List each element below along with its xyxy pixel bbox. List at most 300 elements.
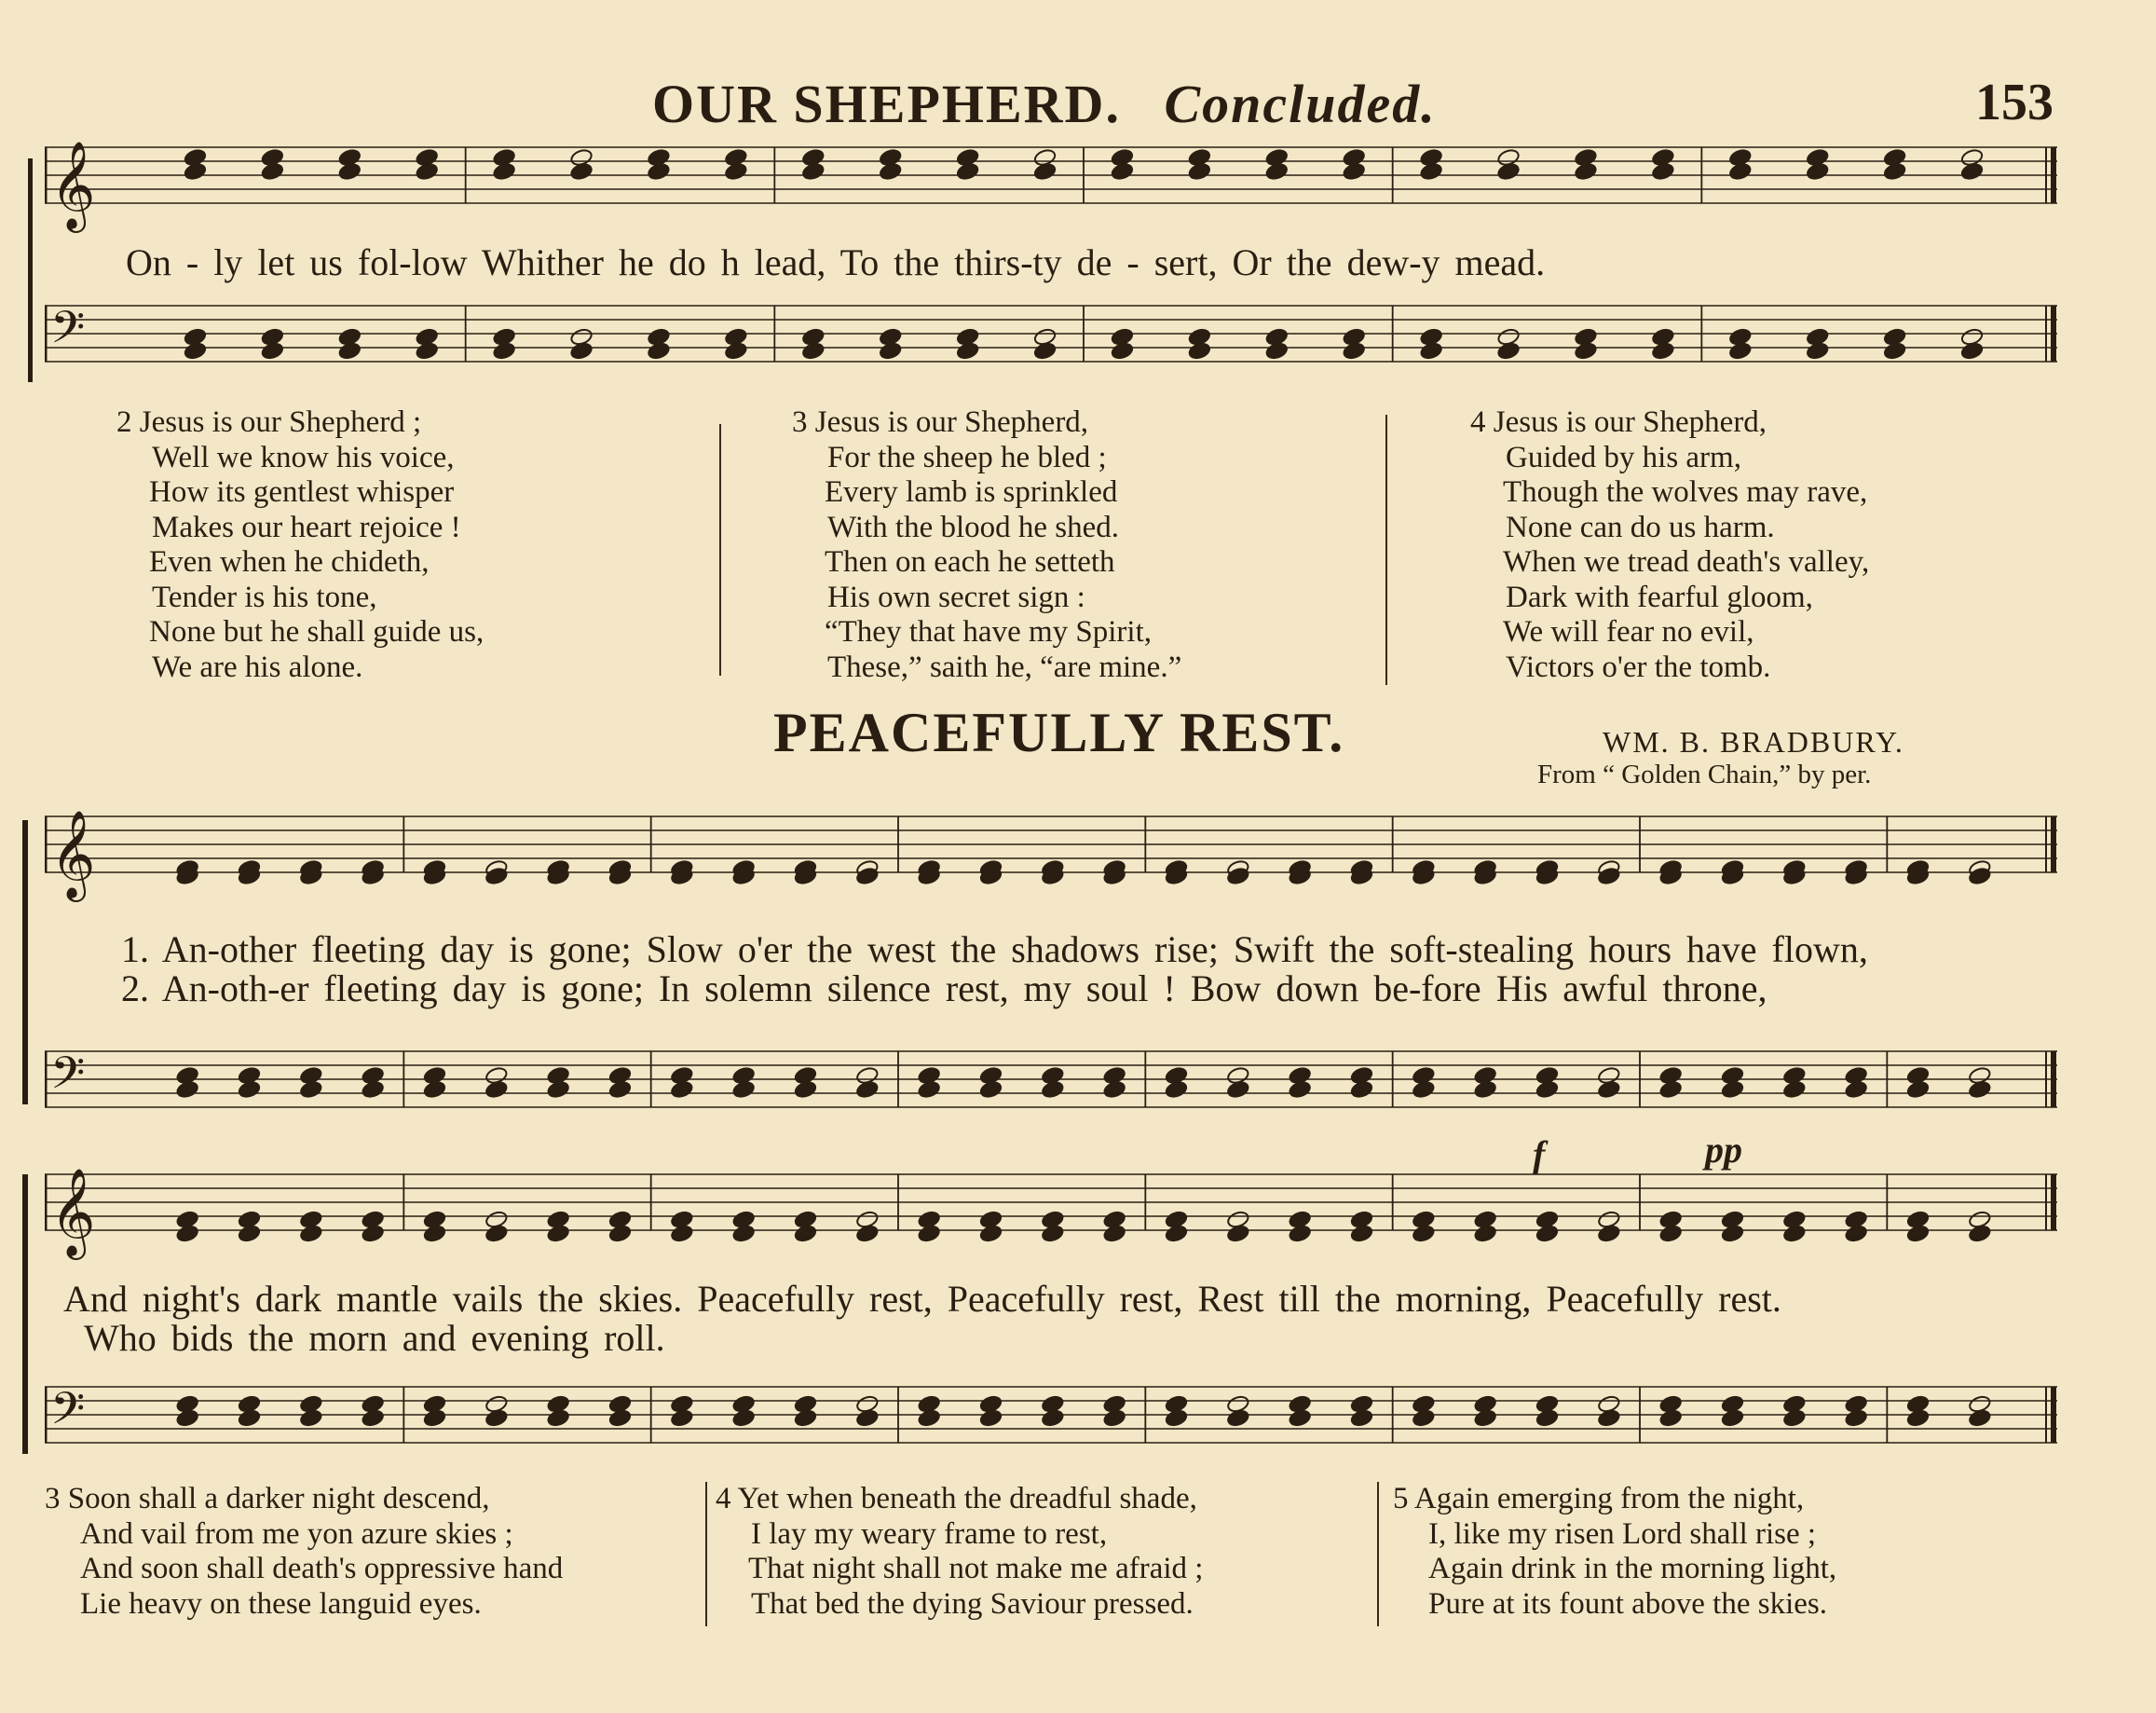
note-chord <box>1473 1066 1496 1100</box>
note-head <box>1906 1408 1930 1428</box>
note-chord <box>1226 1394 1249 1428</box>
note-chord <box>1721 1066 1744 1100</box>
note-chord <box>1782 1394 1806 1428</box>
note-head <box>1535 1224 1559 1243</box>
note-chord <box>1782 1210 1806 1243</box>
note-head <box>361 1080 384 1100</box>
song2-verse-5 <box>1393 1482 1836 1622</box>
note-chord <box>1288 859 1311 886</box>
note-chord <box>1102 1210 1126 1243</box>
bass-clef-icon: 𝄢 <box>50 301 86 364</box>
note-chord <box>1288 1394 1311 1428</box>
staff-svg <box>45 140 2067 242</box>
note-chord <box>1226 1210 1249 1243</box>
note-chord <box>608 1066 632 1100</box>
song1-verse-3 <box>792 405 1181 685</box>
song2-lyric-line3: And night's dark mantle vails the skies. Peacefully rest, Peacefully rest, Rest till the morning, Peacefully rest. <box>63 1278 1781 1320</box>
note-head <box>801 341 825 361</box>
verse-line: 3 Jesus is our Shepherd, <box>792 405 1089 439</box>
note-chord <box>1906 1210 1930 1243</box>
note-head <box>1188 162 1211 182</box>
note-chord <box>731 1210 755 1243</box>
note-chord <box>956 148 979 182</box>
note-chord <box>1226 1066 1249 1100</box>
note-chord <box>1419 148 1442 182</box>
song2-lyric-line2: 2. An-oth-er fleeting day is gone; In solemn silence rest, my soul ! Bow down be-fore His awful throne, <box>121 967 1767 1009</box>
note-head <box>1265 162 1289 182</box>
note-head <box>1574 341 1597 361</box>
verse-line: And vail from me yon azure skies ; <box>80 1516 513 1551</box>
note-head <box>1721 1224 1744 1243</box>
note-chord <box>956 327 979 361</box>
note-chord <box>492 327 515 361</box>
staff-s3-treble <box>45 1167 2067 1269</box>
note-chord <box>1041 1066 1064 1100</box>
verse-line: We are his alone. <box>152 650 363 684</box>
song2-composer: WM. B. BRADBURY. <box>1603 725 1904 759</box>
note-chord <box>1041 1394 1064 1428</box>
note-head <box>608 1408 632 1428</box>
note-chord <box>1188 327 1211 361</box>
note-head <box>1658 1408 1682 1428</box>
note-head <box>1102 1080 1126 1100</box>
note-chord <box>1102 859 1126 886</box>
note-head <box>238 1408 261 1428</box>
note-chord <box>1165 1394 1188 1428</box>
note-head <box>1473 1080 1496 1100</box>
bass-clef-icon: 𝄢 <box>50 1047 86 1110</box>
note-chord <box>184 148 207 182</box>
note-chord <box>1473 859 1496 886</box>
note-chord <box>608 1210 632 1243</box>
note-chord <box>879 327 902 361</box>
note-chord <box>1721 1210 1744 1243</box>
note-head <box>1288 1080 1311 1100</box>
note-head <box>1041 1408 1064 1428</box>
note-chord <box>1041 859 1064 886</box>
verse-line: Dark with fearful gloom, <box>1506 580 1813 614</box>
note-chord <box>1968 1066 1991 1100</box>
note-head <box>484 1080 508 1100</box>
note-head <box>670 1080 693 1100</box>
note-head <box>423 1224 446 1243</box>
note-chord <box>724 327 747 361</box>
note-chord <box>1350 1066 1373 1100</box>
note-chord <box>855 1210 879 1243</box>
note-chord <box>979 859 1003 886</box>
note-head <box>1597 1224 1620 1243</box>
verse-line: Makes our heart rejoice ! <box>152 510 461 544</box>
staff-s2-bass <box>45 1044 2067 1146</box>
note-chord <box>238 1066 261 1100</box>
note-chord <box>724 148 747 182</box>
note-chord <box>855 1066 879 1100</box>
note-chord <box>1844 1394 1867 1428</box>
note-chord <box>1906 1394 1930 1428</box>
song1-verse-4 <box>1470 405 1869 685</box>
note-chord <box>1597 1210 1620 1243</box>
note-chord <box>1658 1210 1682 1243</box>
note-head <box>1597 1080 1620 1100</box>
note-head <box>855 1080 879 1100</box>
note-head <box>423 1408 446 1428</box>
system2-brace-line <box>22 820 28 1104</box>
note-head <box>1574 162 1597 182</box>
note-head <box>1496 341 1520 361</box>
note-head <box>546 1224 569 1243</box>
note-head <box>1535 1408 1559 1428</box>
note-head <box>1597 1408 1620 1428</box>
note-chord <box>1102 1394 1126 1428</box>
verse-line: Victors o'er the tomb. <box>1506 650 1771 684</box>
note-head <box>1419 341 1442 361</box>
note-chord <box>484 1210 508 1243</box>
verse-line: None can do us harm. <box>1506 510 1775 544</box>
dynamic-pianissimo: pp <box>1705 1129 1742 1171</box>
note-head <box>1968 1080 1991 1100</box>
note-chord <box>647 327 670 361</box>
note-chord <box>492 148 515 182</box>
note-chord <box>1651 148 1674 182</box>
note-head <box>1883 341 1906 361</box>
note-chord <box>361 1210 384 1243</box>
note-chord <box>175 1210 198 1243</box>
note-head <box>1651 162 1674 182</box>
note-head <box>1288 1224 1311 1243</box>
note-chord <box>261 148 284 182</box>
treble-clef-icon: 𝄞 <box>50 141 96 229</box>
song2-lyric-line1: 1. An-other fleeting day is gone; Slow o'er the west the shadows rise; Swift the soft-stealing hours have flown, <box>121 928 1868 970</box>
verse-line: 2 Jesus is our Shepherd ; <box>116 405 422 439</box>
verse-line: Well we know his voice, <box>152 440 455 474</box>
note-chord <box>1574 327 1597 361</box>
note-head <box>361 1224 384 1243</box>
verse-line: 4 Yet when beneath the dreadful shade, <box>716 1482 1197 1515</box>
note-head <box>670 1408 693 1428</box>
verse-line: Lie heavy on these languid eyes. <box>80 1586 482 1621</box>
note-chord <box>1658 859 1682 886</box>
note-head <box>1033 162 1057 182</box>
staff-svg <box>45 1044 2067 1146</box>
note-head <box>1806 162 1829 182</box>
note-head <box>879 162 902 182</box>
note-chord <box>1473 1394 1496 1428</box>
song2-verse-3 <box>45 1482 563 1622</box>
note-head <box>917 1224 940 1243</box>
note-head <box>879 341 902 361</box>
note-chord <box>423 1394 446 1428</box>
note-chord <box>175 859 198 886</box>
note-head <box>1906 1224 1930 1243</box>
note-chord <box>299 859 322 886</box>
note-head <box>484 1408 508 1428</box>
verse-line: None but he shall guide us, <box>149 615 484 649</box>
song1-title <box>652 73 1437 135</box>
note-chord <box>801 148 825 182</box>
verse-line: 4 Jesus is our Shepherd, <box>1470 405 1767 439</box>
verse-divider <box>705 1482 707 1626</box>
note-chord <box>979 1394 1003 1428</box>
verse-divider <box>719 424 721 676</box>
note-chord <box>1728 327 1752 361</box>
note-head <box>175 1408 198 1428</box>
verse-line: 5 Again emerging from the night, <box>1393 1482 1805 1515</box>
note-chord <box>338 148 362 182</box>
note-head <box>1226 1224 1249 1243</box>
dynamic-forte: f <box>1533 1133 1546 1175</box>
note-chord <box>546 1394 569 1428</box>
note-chord <box>917 1210 940 1243</box>
note-chord <box>1844 859 1867 886</box>
note-head <box>1782 1408 1806 1428</box>
note-head <box>1226 1408 1249 1428</box>
note-chord <box>484 1066 508 1100</box>
note-head <box>731 1408 755 1428</box>
note-head <box>299 1080 322 1100</box>
note-chord <box>299 1394 322 1428</box>
song1-title-text: OUR SHEPHERD. <box>652 74 1121 134</box>
note-chord <box>1968 1210 1991 1243</box>
note-chord <box>238 1210 261 1243</box>
note-head <box>338 341 362 361</box>
note-head <box>855 1408 879 1428</box>
note-chord <box>1342 327 1365 361</box>
note-head <box>1265 341 1289 361</box>
note-chord <box>1658 1394 1682 1428</box>
note-chord <box>1165 1210 1188 1243</box>
note-head <box>1412 1080 1435 1100</box>
note-chord <box>794 859 817 886</box>
note-chord <box>1288 1210 1311 1243</box>
note-chord <box>1960 327 1984 361</box>
song2-verse-4 <box>716 1482 1203 1622</box>
note-chord <box>801 327 825 361</box>
system1-brace-line <box>28 158 33 382</box>
note-head <box>1350 1080 1373 1100</box>
note-head <box>1473 1408 1496 1428</box>
verse-line: How its gentlest whisper <box>149 475 455 509</box>
note-head <box>956 341 979 361</box>
note-chord <box>299 1210 322 1243</box>
note-head <box>1226 1080 1249 1100</box>
note-chord <box>1721 859 1744 886</box>
note-head <box>1041 1080 1064 1100</box>
note-head <box>979 1080 1003 1100</box>
note-chord <box>1033 327 1057 361</box>
verse-line: That bed the dying Saviour pressed. <box>751 1586 1194 1621</box>
note-head <box>238 1080 261 1100</box>
note-head <box>415 341 438 361</box>
verse-line: Guided by his arm, <box>1506 440 1741 474</box>
note-head <box>731 1224 755 1243</box>
note-chord <box>175 1066 198 1100</box>
note-chord <box>361 859 384 886</box>
note-head <box>569 341 593 361</box>
note-head <box>1658 1224 1682 1243</box>
note-chord <box>731 859 755 886</box>
note-head <box>1844 1224 1867 1243</box>
verse-line: “They that have my Spirit, <box>825 615 1152 649</box>
staff-s1-bass <box>45 298 2067 401</box>
verse-divider <box>1377 1482 1379 1626</box>
note-chord <box>1419 327 1442 361</box>
note-head <box>1111 162 1134 182</box>
note-head <box>484 1224 508 1243</box>
note-head <box>1728 162 1752 182</box>
treble-clef-icon: 𝄞 <box>50 1168 96 1256</box>
note-chord <box>1658 1066 1682 1100</box>
song2-lyric-line4: Who bids the morn and evening roll. <box>84 1317 665 1359</box>
note-chord <box>546 1210 569 1243</box>
note-head <box>1968 1408 1991 1428</box>
song2-source: From “ Golden Chain,” by per. <box>1537 760 1872 789</box>
note-chord <box>338 327 362 361</box>
note-head <box>1102 1224 1126 1243</box>
verse-line: And soon shall death's oppressive hand <box>80 1552 564 1585</box>
note-head <box>1342 341 1365 361</box>
note-chord <box>794 1394 817 1428</box>
note-chord <box>1111 148 1134 182</box>
note-chord <box>670 1210 693 1243</box>
note-head <box>1342 162 1365 182</box>
note-chord <box>1165 859 1188 886</box>
note-head <box>917 1080 940 1100</box>
note-chord <box>1188 148 1211 182</box>
note-chord <box>361 1394 384 1428</box>
page-number: 153 <box>1975 74 2054 131</box>
note-chord <box>731 1066 755 1100</box>
note-chord <box>1535 1210 1559 1243</box>
note-chord <box>731 1394 755 1428</box>
verse-line: We will fear no evil, <box>1503 615 1754 649</box>
note-head <box>1782 1224 1806 1243</box>
note-head <box>546 1080 569 1100</box>
note-head <box>175 1224 198 1243</box>
verse-line: Again drink in the morning light, <box>1428 1552 1837 1585</box>
song1-verse-2 <box>116 405 484 685</box>
note-chord <box>1782 859 1806 886</box>
note-chord <box>1350 859 1373 886</box>
note-chord <box>1883 148 1906 182</box>
note-head <box>261 162 284 182</box>
verse-line: Pure at its fount above the skies. <box>1428 1586 1828 1621</box>
note-chord <box>1535 1394 1559 1428</box>
note-head <box>1033 341 1057 361</box>
note-chord <box>608 1394 632 1428</box>
note-head <box>1165 1080 1188 1100</box>
note-chord <box>1535 1066 1559 1100</box>
note-chord <box>1350 1394 1373 1428</box>
note-chord <box>855 1394 879 1428</box>
note-chord <box>546 1066 569 1100</box>
note-head <box>979 1224 1003 1243</box>
note-chord <box>1265 327 1289 361</box>
verse-line: Tender is his tone, <box>152 580 377 614</box>
note-chord <box>608 859 632 886</box>
verse-line: His own secret sign : <box>827 580 1085 614</box>
note-head <box>1412 1224 1435 1243</box>
staff-svg <box>45 298 2067 401</box>
note-chord <box>415 327 438 361</box>
note-head <box>724 162 747 182</box>
note-chord <box>1597 1394 1620 1428</box>
note-head <box>361 1408 384 1428</box>
note-head <box>801 162 825 182</box>
note-head <box>1844 1080 1867 1100</box>
note-chord <box>423 1210 446 1243</box>
note-chord <box>569 327 593 361</box>
note-head <box>1721 1408 1744 1428</box>
note-head <box>670 1224 693 1243</box>
note-head <box>1658 1080 1682 1100</box>
note-chord <box>647 148 670 182</box>
verse-line: Though the wolves may rave, <box>1503 475 1868 509</box>
note-chord <box>1473 1210 1496 1243</box>
note-head <box>1883 162 1906 182</box>
note-chord <box>484 1394 508 1428</box>
note-head <box>299 1408 322 1428</box>
note-chord <box>1033 148 1057 182</box>
note-head <box>184 162 207 182</box>
song1-subtitle: Concluded. <box>1164 74 1437 134</box>
note-head <box>1350 1408 1373 1428</box>
note-head <box>1728 341 1752 361</box>
note-chord <box>1651 327 1674 361</box>
note-chord <box>917 859 940 886</box>
note-head <box>1102 1408 1126 1428</box>
note-chord <box>1844 1066 1867 1100</box>
note-head <box>608 1224 632 1243</box>
note-chord <box>184 327 207 361</box>
note-head <box>794 1408 817 1428</box>
note-head <box>1419 162 1442 182</box>
note-head <box>1165 1408 1188 1428</box>
note-head <box>492 341 515 361</box>
note-head <box>1188 341 1211 361</box>
note-head <box>1721 1080 1744 1100</box>
staff-svg <box>45 809 2067 911</box>
note-chord <box>794 1066 817 1100</box>
note-head <box>794 1224 817 1243</box>
note-head <box>1111 341 1134 361</box>
note-head <box>1288 1408 1311 1428</box>
note-chord <box>1728 148 1752 182</box>
note-chord <box>1412 1066 1435 1100</box>
note-head <box>794 1080 817 1100</box>
note-chord <box>299 1066 322 1100</box>
note-head <box>1906 1080 1930 1100</box>
verse-divider <box>1385 415 1387 685</box>
verse-line: 3 Soon shall a darker night descend, <box>45 1482 490 1515</box>
note-chord <box>1496 148 1520 182</box>
note-head <box>956 162 979 182</box>
verse-line: With the blood he shed. <box>827 510 1120 544</box>
note-chord <box>794 1210 817 1243</box>
note-chord <box>1721 1394 1744 1428</box>
note-chord <box>1968 1394 1991 1428</box>
note-head <box>492 162 515 182</box>
note-chord <box>175 1394 198 1428</box>
note-chord <box>1342 148 1365 182</box>
staff-s1-treble <box>45 140 2067 242</box>
note-head <box>979 1408 1003 1428</box>
note-head <box>608 1080 632 1100</box>
verse-line: That night shall not make me afraid ; <box>748 1552 1204 1585</box>
note-head <box>546 1408 569 1428</box>
note-head <box>299 1224 322 1243</box>
note-head <box>1473 1224 1496 1243</box>
note-head <box>855 1224 879 1243</box>
